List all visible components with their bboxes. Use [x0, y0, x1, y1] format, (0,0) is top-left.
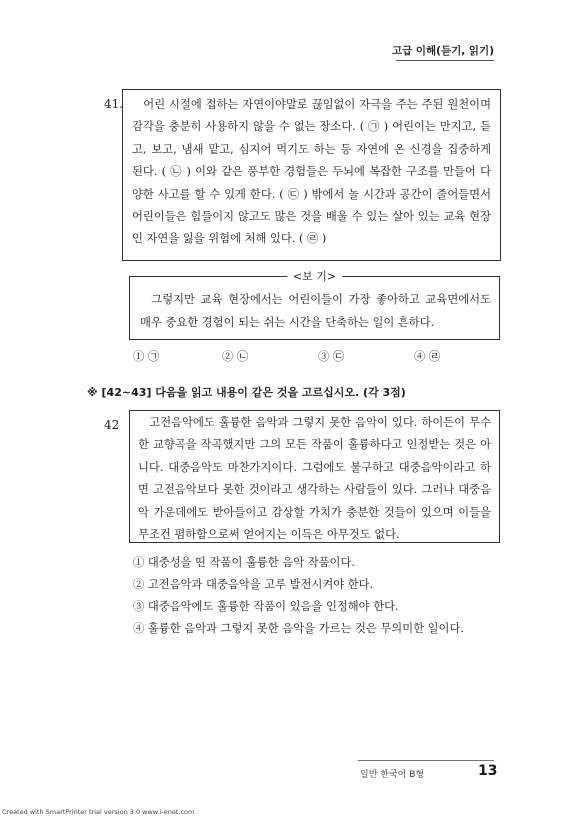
- question-42-passage-box: [129, 410, 500, 543]
- question-41-passage: 어린 시절에 접하는 자연이야말로 끊임없이 자극을 주는 주된 원천이며 감각을 충분히 사용하지 않을 수 없는 장소다. ( ㉠ ) 어린이는 만지고, 듣고, 보고, 냄새 맡고, 심지어 먹기도 하는 등 자연에 온 신경을 집중하게 된다. ( ㉡ ) 이와 같은 풍부한 경험들은 두뇌에 복잡한 구조를 만들어 다양한 사고를 할 수 있게 한다. ( ㉢ ) 밖에서 놀 시간과 공간이 줄어들면서 어린이들은 힘들이지 않고도 많은 것을 배울 수 있는 살아 있는 교육 현장인 자연을 잃을 위험에 처해 있다. ( ㉣ ): [132, 98, 491, 246]
- footer-exam-label: 일반 한국어 B형: [360, 770, 425, 780]
- bogi-box: [129, 270, 500, 340]
- section-header: 고급 이해(듣기, 읽기): [391, 45, 494, 57]
- bogi-title: <보 기>: [287, 268, 342, 284]
- q41-choice-3[interactable]: ③ ㉢: [318, 350, 345, 363]
- section-instruction: ※ [42~43] 다음을 읽고 내용이 같은 것을 고르십시오. (각 3점): [87, 386, 406, 399]
- question-41-passage-box: [122, 89, 501, 261]
- q42-choice-3[interactable]: ③ 대중음악에도 훌륭한 작품이 있음을 인정해야 한다.: [133, 600, 399, 613]
- page-number: 13: [478, 763, 498, 779]
- q41-choice-2[interactable]: ② ㉡: [222, 350, 249, 363]
- question-41-number: 41.: [104, 97, 124, 111]
- header-rule: [396, 60, 494, 61]
- question-42-number: 42: [104, 418, 120, 432]
- bogi-text: 그렇지만 교육 현장에서는 어린이들이 가장 좋아하고 교육면에서도 매우 중요한 경험이 되는 쉬는 시간을 단축하는 일이 흔하다.: [140, 293, 491, 329]
- q42-choice-4[interactable]: ④ 훌륭한 음악과 그렇지 못한 음악을 가르는 것은 무의미한 일이다.: [133, 622, 464, 635]
- q42-choice-2[interactable]: ② 고전음악과 대중음악을 고루 발전시켜야 한다.: [133, 578, 374, 591]
- question-42-passage: 고전음악에도 훌륭한 음악과 그렇지 못한 음악이 있다. 하이든이 무수한 교향곡을 작곡했지만 그의 모든 작품이 훌륭하다고 인정받는 것은 아니다. 대중음악도 마찬가지이다. 그럼에도 불구하고 대중음악이라고 하면 고전음악보다 못한 것이라고 생각하는 사람들이 있다. 그러나 대중음악 가운데에도 받아들이고 감상할 가치가 충분한 것들이 있으며 이들을 무조건 폄하함으로써 얻어지는 이득은 아무것도 없다.: [138, 416, 491, 542]
- bogi-text-block: [140, 288, 491, 334]
- watermark-text: Created with SmartPrinter trial version 3.0 www.i-enet.com: [2, 808, 195, 816]
- footer-rule: [358, 760, 494, 761]
- q42-choice-1[interactable]: ① 대중성을 띤 작품이 훌륭한 음악 작품이다.: [133, 556, 355, 569]
- q41-choice-1[interactable]: ① ㉠: [133, 350, 160, 363]
- q41-choice-4[interactable]: ④ ㉣: [414, 350, 441, 363]
